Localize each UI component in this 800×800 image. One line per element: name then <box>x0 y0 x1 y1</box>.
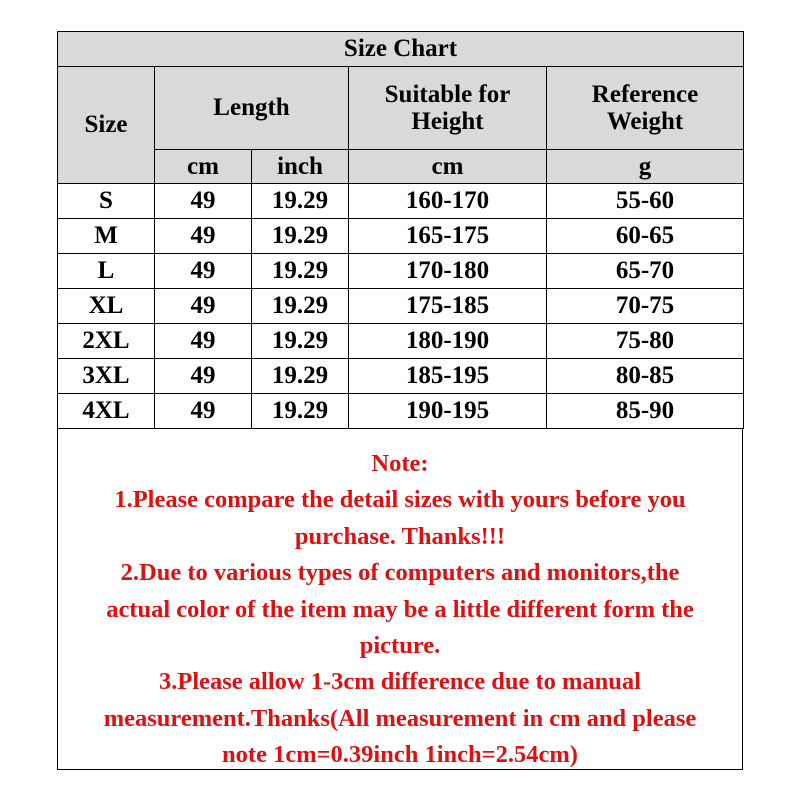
table-row <box>58 324 744 359</box>
table-row <box>58 394 744 429</box>
header-weight-line1: Reference <box>591 80 699 108</box>
cell-length-inch: 19.29 <box>252 324 349 359</box>
cell-size: M <box>58 219 155 254</box>
cell-size: L <box>58 254 155 289</box>
cell-length-inch: 19.29 <box>252 219 349 254</box>
note-line: purchase. Thanks!!! <box>294 522 506 550</box>
header-weight-line2: Weight <box>606 108 684 135</box>
cell-size: 4XL <box>58 394 155 429</box>
cell-length-inch: 19.29 <box>252 289 349 324</box>
cell-height: 160-170 <box>349 184 547 219</box>
cell-length-inch: 19.29 <box>252 254 349 289</box>
unit-weight: g <box>547 150 744 184</box>
cell-height: 180-190 <box>349 324 547 359</box>
note-line: 2.Due to various types of computers and monitors,the <box>120 559 680 587</box>
note-line: picture. <box>359 632 441 660</box>
chart-title: Size Chart <box>58 32 744 67</box>
unit-length-inch: inch <box>252 150 349 184</box>
size-table <box>57 31 744 429</box>
size-chart <box>57 31 743 770</box>
cell-length-inch: 19.29 <box>252 394 349 429</box>
cell-length-cm: 49 <box>155 219 252 254</box>
header-height-line2: Height <box>411 108 484 135</box>
cell-length-inch: 19.29 <box>252 359 349 394</box>
header-size: Size <box>58 67 155 184</box>
cell-size: 3XL <box>58 359 155 394</box>
notes-heading: Note: <box>371 450 429 477</box>
cell-size: 2XL <box>58 324 155 359</box>
cell-weight: 85-90 <box>547 394 744 429</box>
cell-size: S <box>58 184 155 219</box>
note-line: measurement.Thanks(All measurement in cm and please <box>103 704 697 732</box>
header-height-line1: Suitable for <box>384 80 511 108</box>
table-row <box>58 254 744 289</box>
note-line: note 1cm=0.39inch 1inch=2.54cm) <box>222 741 578 769</box>
cell-weight: 60-65 <box>547 219 744 254</box>
unit-height: cm <box>349 150 547 184</box>
cell-weight: 55-60 <box>547 184 744 219</box>
cell-length-cm: 49 <box>155 359 252 394</box>
cell-length-cm: 49 <box>155 394 252 429</box>
unit-length-cm: cm <box>155 150 252 184</box>
note-line: actual color of the item may be a little different form the <box>106 595 694 623</box>
note-line: 3.Please allow 1-3cm difference due to manual <box>159 668 641 696</box>
table-row <box>58 184 744 219</box>
table-row <box>58 359 744 394</box>
cell-size: XL <box>58 289 155 324</box>
cell-length-inch: 19.29 <box>252 184 349 219</box>
header-length: Length <box>155 67 349 150</box>
cell-weight: 75-80 <box>547 324 744 359</box>
header-height <box>349 67 547 150</box>
cell-height: 185-195 <box>349 359 547 394</box>
note-line: 1.Please compare the detail sizes with yours before you <box>114 486 686 514</box>
cell-height: 170-180 <box>349 254 547 289</box>
cell-height: 165-175 <box>349 219 547 254</box>
cell-length-cm: 49 <box>155 254 252 289</box>
cell-length-cm: 49 <box>155 324 252 359</box>
cell-weight: 80-85 <box>547 359 744 394</box>
cell-height: 175-185 <box>349 289 547 324</box>
cell-height: 190-195 <box>349 394 547 429</box>
notes-section <box>58 446 742 774</box>
cell-weight: 70-75 <box>547 289 744 324</box>
cell-length-cm: 49 <box>155 184 252 219</box>
header-weight <box>547 67 744 150</box>
cell-weight: 65-70 <box>547 254 744 289</box>
cell-length-cm: 49 <box>155 289 252 324</box>
table-row <box>58 289 744 324</box>
table-row <box>58 219 744 254</box>
